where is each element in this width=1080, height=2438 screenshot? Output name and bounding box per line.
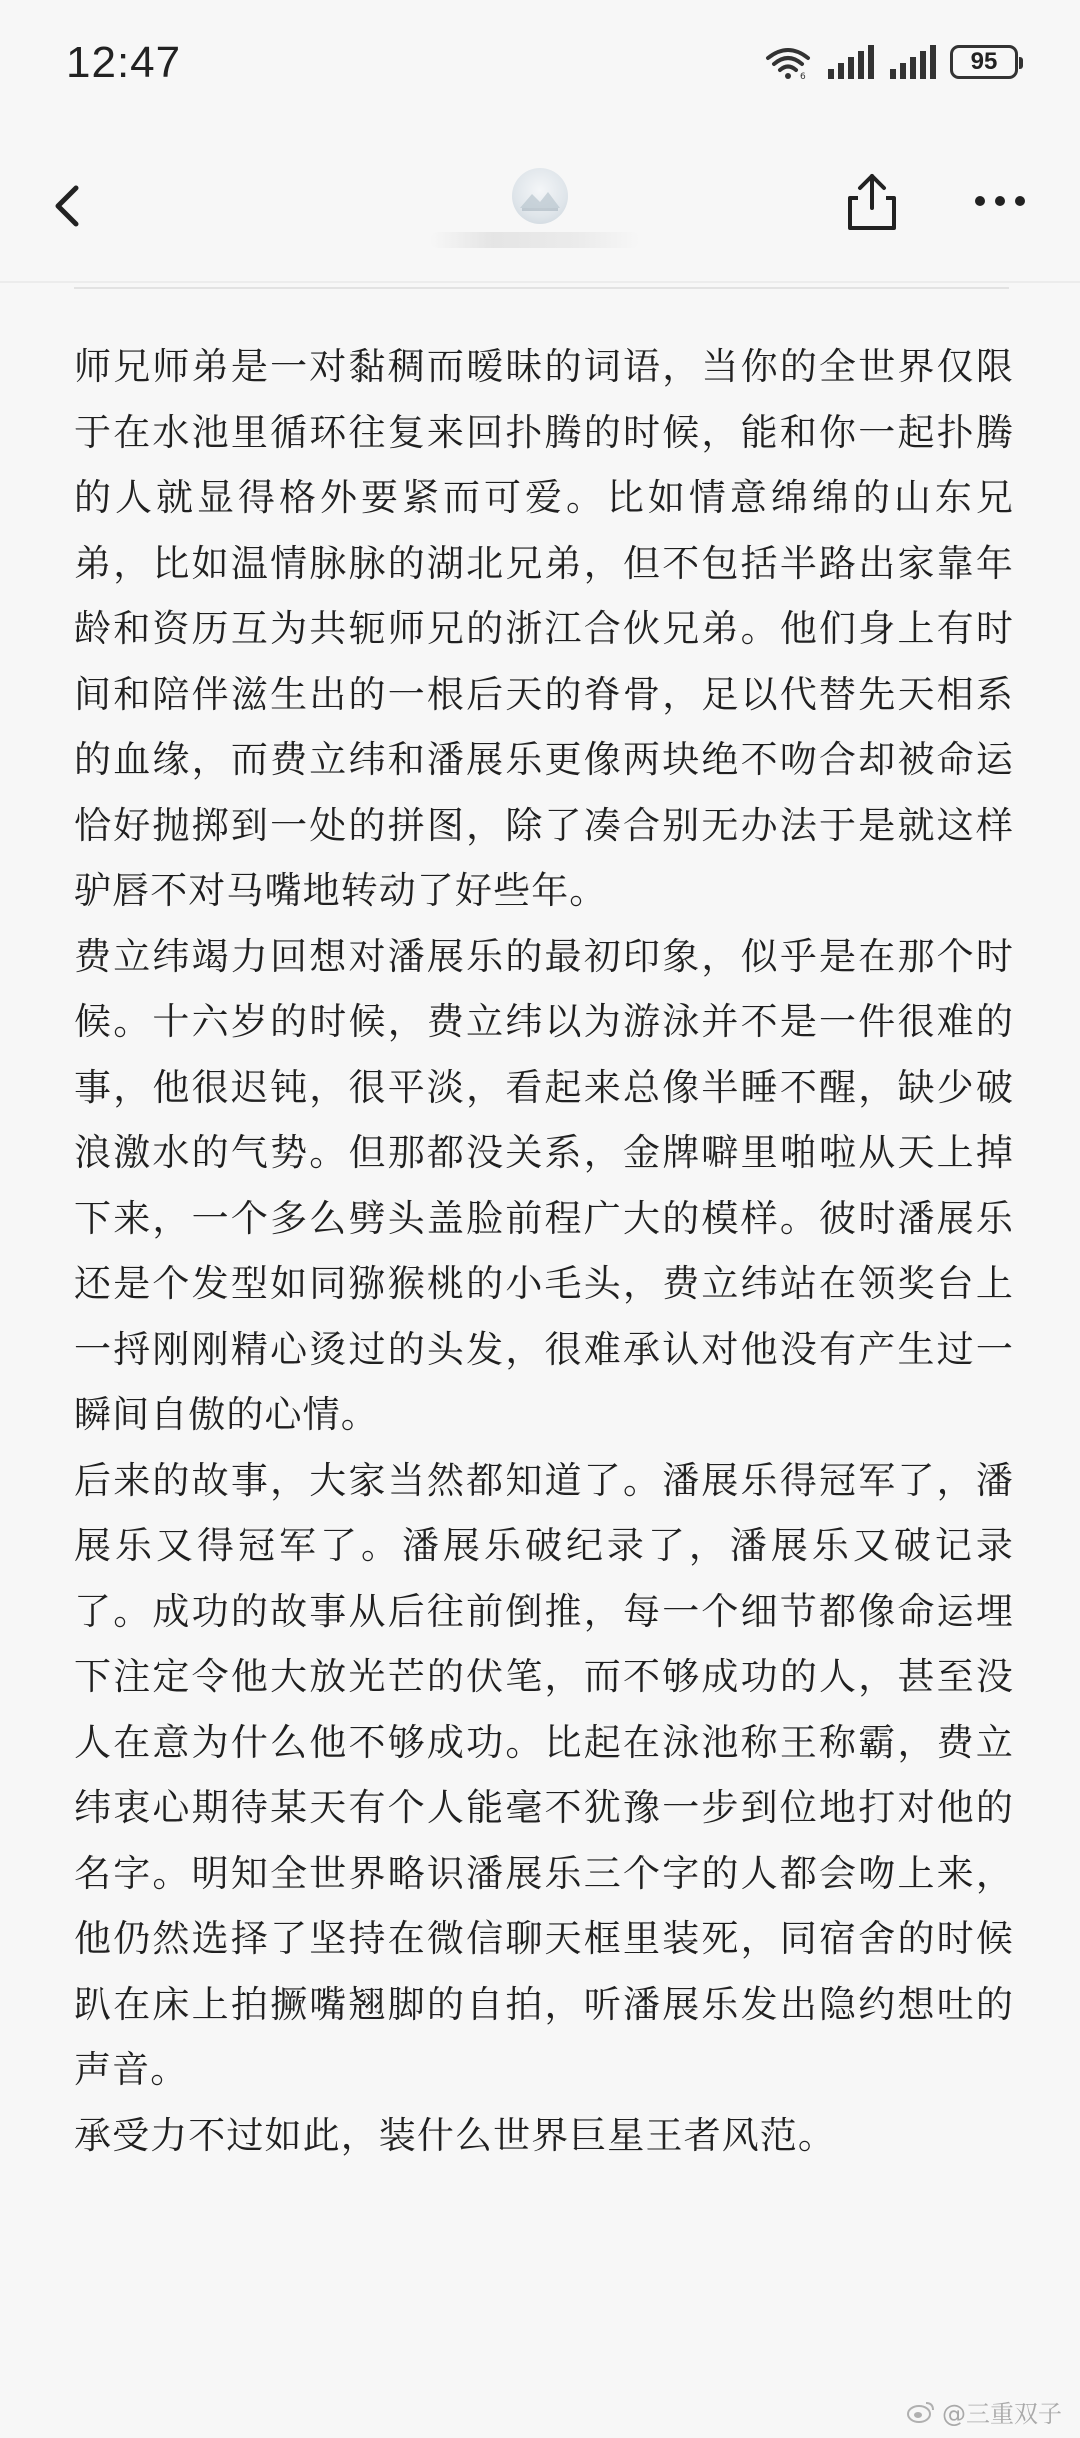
- content-divider: [74, 287, 1009, 289]
- battery-level: 95: [970, 48, 998, 75]
- share-icon: [842, 170, 902, 234]
- article-paragraph: 师兄师弟是一对黏稠而暧昧的词语，当你的全世界仅限于在水池里循环往复来回扑腾的时候，能和你一起扑腾的人就显得格外要紧而可爱。比如情意绵绵的山东兄弟，比如温情脉脉的湖北兄弟，但不包括半路出家靠年龄和资历互为共轭师兄的浙江合伙兄弟。他们身上有时间和陪伴滋生出的一根后天的脊骨，足以代替先天相系的血缘，而费立纬和潘展乐更像两块绝不吻合却被命运恰好抛掷到一处的拼图，除了凑合别无办法于是就这样驴唇不对马嘴地转动了好些年。: [74, 345, 1014, 912]
- weibo-watermark: [906, 2394, 1062, 2429]
- wifi-icon: [764, 44, 812, 80]
- battery-indicator: [950, 45, 1018, 79]
- avatar-image: [512, 168, 568, 224]
- back-button[interactable]: [40, 176, 100, 236]
- signal-strength-icon-2: [888, 45, 936, 79]
- more-horizontal-icon: [972, 186, 1028, 216]
- status-icons: [764, 44, 1018, 80]
- article-paragraph: 承受力不过如此，装什么世界巨星王者风范。: [74, 2113, 836, 2157]
- status-bar: [0, 0, 1080, 136]
- watermark-text: @三重双子: [942, 2400, 1062, 2428]
- article-paragraph: 费立纬竭力回想对潘展乐的最初印象，似乎是在那个时候。十六岁的时候，费立纬以为游泳并不是一件很难的事，他很迟钝，很平淡，看起来总像半睡不醒，缺少破浪激水的气势。但那都没关系，金牌噼里啪啦从天上掉下来，一个多么劈头盖脸前程广大的模样。彼时潘展乐还是个发型如同猕猴桃的小毛头，费立纬站在领奖台上一捋刚刚精心烫过的头发，很难承认对他没有产生过一瞬间自傲的心情。: [74, 934, 1014, 1436]
- weibo-logo-icon: [906, 2400, 936, 2424]
- signal-strength-icon: [826, 45, 874, 79]
- author-name-blurred: [430, 232, 640, 248]
- share-button[interactable]: [842, 170, 902, 234]
- status-time: 12:47: [66, 38, 182, 87]
- header-divider: [0, 281, 1080, 283]
- nav-bar: [0, 136, 1080, 282]
- article-body: [74, 334, 1014, 2168]
- article-paragraph: 后来的故事，大家当然都知道了。潘展乐得冠军了，潘展乐又得冠军了。潘展乐破纪录了，潘展乐又破记录了。成功的故事从后往前倒推，每一个细节都像命运埋下注定令他大放光芒的伏笔，而不够成功的人，甚至没人在意为什么他不够成功。比起在泳池称王称霸，费立纬衷心期待某天有个人能毫不犹豫一步到位地打对他的名字。明知全世界略识潘展乐三个字的人都会吻上来，他仍然选择了坚持在微信聊天框里装死，同宿舍的时候趴在床上拍撅嘴翘脚的自拍，听潘展乐发出隐约想吐的声音。: [74, 1458, 1014, 2091]
- svg-text:6: 6: [800, 72, 806, 80]
- author-avatar[interactable]: [512, 168, 568, 224]
- chevron-left-icon: [40, 176, 100, 236]
- more-button[interactable]: [972, 186, 1028, 216]
